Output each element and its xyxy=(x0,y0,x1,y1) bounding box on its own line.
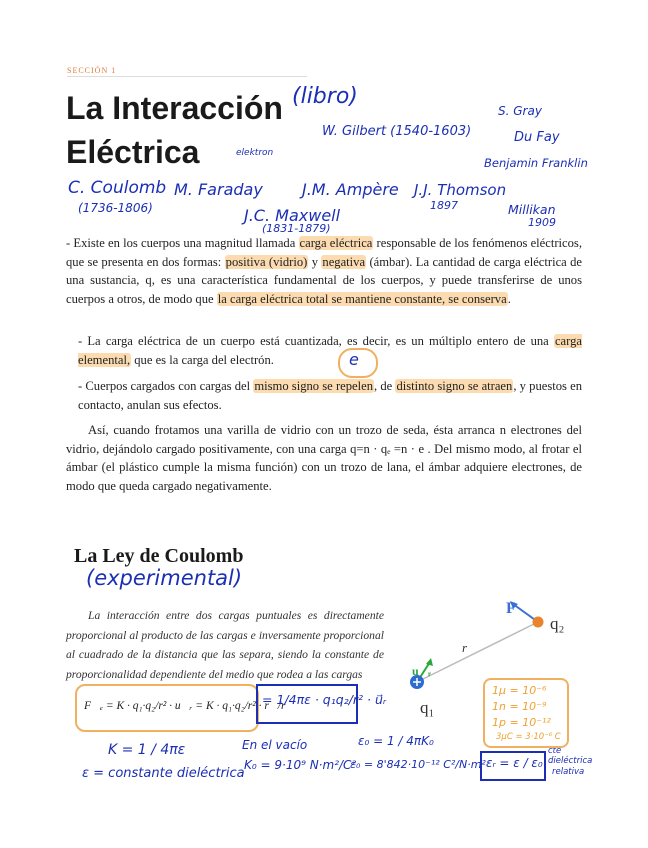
p2-text-a: - La carga eléctrica de un cuerpo está cuantizada, es decir, es un múltiplo entero de una xyxy=(78,334,554,348)
note-vacio: En el vacío xyxy=(242,738,308,752)
note-pico: 1p = 10⁻¹² xyxy=(492,716,551,729)
note-eps-r: εᵣ = ε / ε₀ xyxy=(486,756,543,770)
p1-text-e: . xyxy=(507,291,511,306)
note-nano: 1n = 10⁻⁹ xyxy=(492,700,547,713)
page-title xyxy=(66,86,283,174)
q2-label: q₂ xyxy=(550,614,565,633)
note-dufay: Du Fay xyxy=(514,130,560,145)
note-k0: K₀ = 9·10⁹ N·m²/C² xyxy=(244,758,357,772)
note-eps0: ε₀ = 1 / 4πK₀ xyxy=(358,734,434,748)
note-experimental: (experimental) xyxy=(86,566,243,590)
highlight-positiva: positiva (vidrio) xyxy=(225,254,308,269)
note-franklin: Benjamin Franklin xyxy=(484,156,588,170)
note-thomson-year: 1897 xyxy=(430,199,458,212)
note-maxwell-dates: (1831-1879) xyxy=(262,222,331,235)
p1-text-b: responsable de los fenómenos eléctricos, que se presenta en dos formas: xyxy=(66,236,582,269)
p1-text-c: y xyxy=(308,254,322,269)
coulomb-description: La interacción entre dos cargas puntuales es directamente proporcional al producto de las cargas e inversamente proporcional al cuadrado de la distancia que las separa, siendo la constante de proporcionalidad dependiente del medio que rodea a las cargas xyxy=(66,609,384,681)
paragraph-3 xyxy=(78,377,582,414)
p3-text-c: , y puestos en contacto, anulan sus efectos. xyxy=(78,379,582,412)
r-label: r xyxy=(462,640,468,655)
note-micro: 1μ = 10⁻⁶ xyxy=(492,684,547,697)
q1-label: q₁ xyxy=(420,698,435,717)
note-k-def: K = 1 / 4πε xyxy=(108,742,186,758)
p3-text-a: - Cuerpos cargados con cargas del xyxy=(78,379,254,393)
note-eps-r-relativa: relativa xyxy=(552,767,585,777)
note-millikan-year: 1909 xyxy=(528,216,556,229)
note-microc: 3μC = 3·10⁻⁶ C xyxy=(496,732,561,742)
coulomb-heading: La Ley de Coulomb xyxy=(74,545,244,567)
note-formula-hw: = 1/4πε · q₁q₂/r² · u⃗ᵣ xyxy=(262,692,387,707)
note-millikan: Millikan xyxy=(508,202,556,217)
paragraph-1 xyxy=(66,234,582,308)
separation-line xyxy=(417,622,538,682)
note-elektron: elektron xyxy=(236,148,274,158)
note-maxwell: J.C. Maxwell xyxy=(244,206,341,225)
highlight-carga-elemental: carga elemental, xyxy=(78,334,582,367)
note-gilbert: W. Gilbert (1540-1603) xyxy=(322,124,472,139)
note-ampere: J.M. Ampère xyxy=(302,180,399,199)
section-divider xyxy=(67,76,307,77)
paragraph-4: Así, cuando frotamos una varilla de vidrio con un trozo de seda, ésta arranca n electrones del vidrio, dejándolo cargado positivamente, con una carga q=n · qₑ =n · e . Del mismo modo, al frotar el ámbar (el plástico cumple la misma función) con un trozo de lana, el ámbar adquiere electrones, de modo que queda cargado negativamente. xyxy=(66,423,582,493)
note-eps-def: ε = constante dieléctrica xyxy=(82,766,245,781)
ur-label: u⃗ᵣ xyxy=(412,664,432,678)
note-eps-r-dielectrica: dieléctrica xyxy=(548,756,593,766)
note-coulomb-dates: (1736-1806) xyxy=(78,201,153,215)
highlight-distinto-signo: distinto signo se atraen xyxy=(396,379,513,393)
note-thomson: J.J. Thomson xyxy=(414,181,507,199)
note-e-symbol: e xyxy=(349,350,359,369)
p2-text-b: que es la carga del electrón. xyxy=(131,352,274,367)
formula-hw-box xyxy=(256,684,358,724)
note-libro: (libro) xyxy=(292,84,358,109)
note-faraday: M. Faraday xyxy=(174,180,263,199)
p1-text-d: (ámbar). La cantidad de carga eléctrica de una sustancia, q, es una característica fundamental de los cuerpos, y puede transferirse de unos cuerpos a otros, de modo que xyxy=(66,254,583,306)
section-label: SECCIÓN 1 xyxy=(67,66,117,75)
note-coulomb: C. Coulomb xyxy=(68,178,167,198)
note-gray: S. Gray xyxy=(498,104,542,118)
force-label: F⃗ xyxy=(506,600,529,617)
p1-text-a: - Existe en los cuerpos una magnitud llamada xyxy=(66,236,299,250)
note-eps0-val: ε₀ = 8'842·10⁻¹² C²/N·m² xyxy=(350,758,486,771)
note-eps-r-cte: cte xyxy=(548,746,562,756)
title-line-2: Eléctrica xyxy=(66,134,200,170)
highlight-negativa: negativa xyxy=(322,254,366,269)
coulomb-formula: F⃗ₑ = K · q₁·q₂/r² · u⃗ᵣ = K · q₁·q₂/r² · r⃗/r xyxy=(84,700,286,712)
highlight-mismo-signo: mismo signo se repelen xyxy=(254,379,374,393)
paragraph-2 xyxy=(78,332,582,369)
title-line-1: La Interacción xyxy=(66,90,283,126)
charge-q2 xyxy=(533,617,544,628)
highlight-carga-electrica: carga eléctrica xyxy=(299,236,373,250)
highlight-conservation: la carga eléctrica total se mantiene constante, se conserva xyxy=(217,291,507,306)
p3-text-b: , de xyxy=(374,379,396,393)
